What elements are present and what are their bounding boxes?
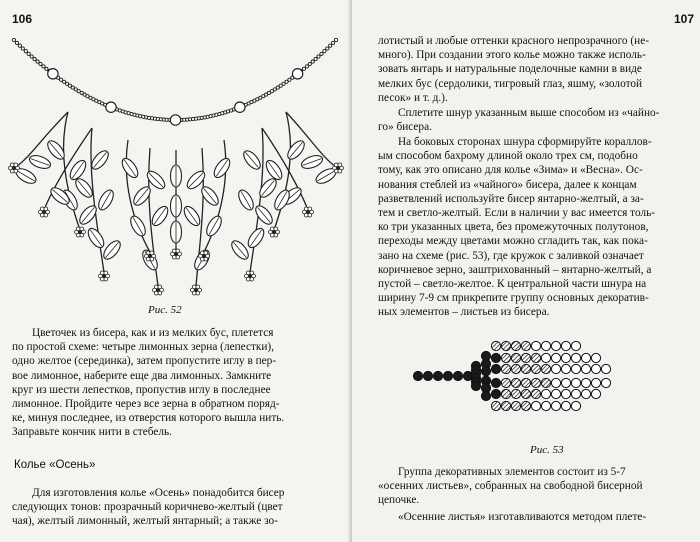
bead-amber (491, 401, 500, 410)
bead-light (531, 341, 540, 350)
bead-light (591, 364, 600, 373)
bead-light (561, 378, 570, 387)
flower-petal (176, 249, 180, 253)
leaf (128, 214, 149, 239)
flower-center (148, 254, 151, 257)
cord-bead (27, 52, 30, 55)
bead-amber (521, 364, 530, 373)
right-paragraph-2 (378, 106, 696, 134)
bead-brown (491, 378, 500, 387)
cord-bead (302, 67, 305, 70)
flower-petal (158, 285, 162, 289)
text-line: лотистый и любые оттенки красного непрозрачного (не- (378, 35, 649, 47)
text-line: Цветочек из бисера, как и из мелких бус, плетется (32, 327, 274, 339)
bead-amber (511, 401, 520, 410)
bead-brown (481, 391, 490, 400)
left-page-number: 106 (12, 12, 33, 26)
flower-center (156, 288, 159, 291)
large-cord-bead (292, 69, 302, 79)
flower (245, 271, 256, 281)
bead-light (551, 364, 560, 373)
text-line: нования стеблей из «чайного» бисера, далее к концам (378, 178, 637, 191)
cord-bead (15, 41, 18, 44)
text-line: разветвлений используйте бисер янтарно-желтый, а за- (378, 192, 644, 205)
bead-amber (541, 364, 550, 373)
cord-bead (62, 80, 65, 83)
text-line: тому, как это описано для колье «Зима» и «Весна». Ос- (378, 164, 643, 177)
flower (99, 271, 110, 281)
text-line: Заправьте кончик нити в стебель. (12, 426, 172, 439)
bead-light (581, 364, 590, 373)
right-paragraph-1 (378, 34, 696, 105)
flower-center (336, 166, 339, 169)
bead-light (541, 389, 550, 398)
cord-bead (323, 50, 326, 53)
bead-amber (501, 353, 510, 362)
cord-bead (30, 55, 33, 58)
text-line: чая), желтый лимонный, желтый янтарный; а также зо- (12, 515, 278, 528)
leaf (171, 165, 182, 187)
flower-center (272, 230, 275, 233)
bead-amber (511, 389, 520, 398)
flower (199, 251, 210, 261)
right-page (352, 0, 700, 542)
flower (171, 249, 182, 259)
text-line: по простой схеме: четыре лимонных зерна (лепестки), (12, 341, 275, 354)
bead-light (591, 353, 600, 362)
flower-center (248, 274, 251, 277)
bead-amber (501, 378, 510, 387)
text-line: Для изготовления колье «Осень» понадобится бисер (32, 487, 285, 499)
text-line: «Осенние листья» изготавливаются методом плете- (398, 511, 647, 523)
bead-brown (491, 353, 500, 362)
flower-center (12, 166, 15, 169)
cord-bead (18, 44, 21, 47)
cord-bead (320, 52, 323, 55)
flower (75, 227, 86, 237)
text-line: много). При создании этого колье можно также исполь- (378, 49, 646, 62)
flower-petal (14, 163, 18, 167)
left-paragraph-osen (12, 486, 344, 529)
cord-bead (314, 58, 317, 61)
bead-light (531, 401, 540, 410)
flower-petal (104, 271, 108, 275)
cord-bead (308, 62, 311, 65)
figure-53-caption: Рис. 53 (530, 444, 564, 456)
cord-bead (326, 47, 329, 50)
bead-scheme-beads (413, 341, 610, 410)
flower-center (102, 274, 105, 277)
flower (333, 163, 344, 173)
flower-petal (44, 207, 48, 211)
text-line: «осенних листьев», собранных на свободной бисерной (378, 480, 643, 493)
bead-amber (491, 341, 500, 350)
leaf (300, 153, 324, 171)
text-line: мелких бус (сердолики, тигровый глаз, яшму, «золотой (378, 77, 643, 90)
bead-amber (501, 389, 510, 398)
bead-amber (521, 378, 530, 387)
right-paragraph-4 (378, 465, 696, 508)
flower-petal (204, 251, 208, 255)
text-line: пустой – светло-желтое. К центральной части шнура на (378, 277, 647, 290)
leaf (28, 153, 52, 171)
right-page-number: 107 (673, 12, 694, 26)
text-line: круг из шести лепестков, пропустив иглу в последнее (12, 383, 271, 396)
text-line: одно желтое (серединка), затем пропустите иглу в пер- (12, 355, 277, 368)
bead-light (551, 378, 560, 387)
bead-amber (531, 364, 540, 373)
large-cord-bead (48, 69, 58, 79)
bead-light (571, 364, 580, 373)
necklace-illustration (0, 0, 352, 300)
bead-amber (521, 353, 530, 362)
cord-bead (24, 50, 27, 53)
flower (39, 207, 50, 217)
flower-petal (338, 163, 342, 167)
flower (9, 163, 20, 173)
bead-light (551, 341, 560, 350)
cord-bead (334, 38, 337, 41)
bead-light (581, 389, 590, 398)
cord-bead (42, 65, 45, 68)
bead-amber (521, 341, 530, 350)
right-paragraph-3 (378, 135, 696, 319)
cord-bead (39, 62, 42, 65)
bead-scheme-illustration (352, 326, 700, 446)
flower-center (202, 254, 205, 257)
bead-light (541, 341, 550, 350)
bead-brown (481, 367, 490, 376)
text-line: ширину 7-9 см прикрепите группу основных декоратив- (378, 292, 649, 305)
cord-bead (12, 38, 15, 41)
bead-light (571, 341, 580, 350)
bead-brown (423, 371, 432, 380)
bead-amber (511, 353, 520, 362)
bead-light (601, 364, 610, 373)
leaf (241, 148, 264, 172)
bead-amber (531, 389, 540, 398)
large-cord-bead (235, 102, 245, 112)
bead-brown (443, 371, 452, 380)
bead-amber (501, 401, 510, 410)
bead-light (551, 401, 560, 410)
bead-light (601, 378, 610, 387)
cord-bead (305, 65, 308, 68)
leaf (236, 188, 257, 213)
text-line: песок» и т. д.). (378, 91, 448, 104)
text-line: ке, минуя последнее, из отверстия которого вышла нить. (12, 412, 285, 425)
flower (303, 207, 314, 217)
leaf (149, 204, 171, 228)
flower-center (78, 230, 81, 233)
text-line: зано на схеме (рис. 53), где кружок с заливкой означает (378, 249, 644, 262)
cord-bead (33, 58, 36, 61)
left-paragraph-flower (12, 326, 344, 440)
text-line: ных элементов – листьев из бисера. (378, 306, 550, 319)
bead-light (591, 378, 600, 387)
leaf (171, 195, 182, 217)
flower (191, 285, 202, 295)
bead-light (561, 389, 570, 398)
bead-brown (491, 389, 500, 398)
bead-light (571, 353, 580, 362)
leaf (119, 156, 141, 180)
bead-amber (531, 353, 540, 362)
flower-petal (150, 251, 154, 255)
text-line: цепочке. (378, 494, 420, 507)
bead-amber (501, 364, 510, 373)
leaf (89, 148, 112, 172)
text-line: лимонное. Пройдите через все зерна в обратном поряд- (12, 397, 280, 410)
bead-brown (453, 371, 462, 380)
flower-center (42, 210, 45, 213)
flower-center (194, 288, 197, 291)
bead-light (551, 353, 560, 362)
text-line: тем и светло-желтый. Если в наличии у вас имеется толь- (378, 206, 656, 219)
bead-light (541, 353, 550, 362)
section-heading-osen: Колье «Осень» (14, 459, 96, 471)
leaf (211, 156, 233, 180)
bead-light (571, 401, 580, 410)
cord-bead (36, 60, 39, 63)
bead-light (581, 378, 590, 387)
text-line: На боковых сторонах шнура сформируйте кораллов- (398, 136, 652, 148)
bead-light (571, 389, 580, 398)
flower-center (306, 210, 309, 213)
bead-amber (511, 378, 520, 387)
text-line: следующих тонов: прозрачный коричнево-желтый (цвет (12, 501, 283, 514)
bead-amber (511, 364, 520, 373)
text-line: ым способом бахрому длиной около трех см, подобно (378, 150, 638, 163)
flower-petal (308, 207, 312, 211)
flower-petal (274, 227, 278, 231)
flower (145, 251, 156, 261)
flower-petal (250, 271, 254, 275)
large-cord-bead (170, 115, 180, 125)
bead-light (551, 389, 560, 398)
leaf (253, 203, 276, 227)
bead-light (591, 389, 600, 398)
text-line: зовать янтарь и натуральные поделочные камни в виде (378, 63, 642, 76)
bead-light (581, 353, 590, 362)
bead-amber (531, 378, 540, 387)
cord-bead (21, 47, 24, 50)
cord-bead (45, 67, 48, 70)
leaf (199, 184, 222, 208)
bead-amber (521, 401, 530, 410)
bead-amber (541, 378, 550, 387)
bead-light (541, 401, 550, 410)
flower (269, 227, 280, 237)
bead-brown (433, 371, 442, 380)
bead-brown (491, 364, 500, 373)
flower (153, 285, 164, 295)
cord-bead (317, 55, 320, 58)
text-line: коричневое зерно, заштрихованный – янтарно-желтый, а (378, 263, 652, 276)
large-cord-bead (106, 102, 116, 112)
leaf (171, 221, 182, 243)
leaf (285, 138, 308, 162)
flower-petal (196, 285, 200, 289)
bead-light (561, 341, 570, 350)
necklace-cord-beads (12, 38, 337, 121)
text-line: переходы между цветами можно сгладить так, как пока- (378, 235, 648, 248)
bead-amber (501, 341, 510, 350)
cord-bead (332, 41, 335, 44)
leaf (85, 226, 107, 250)
cord-bead (311, 60, 314, 63)
flower-center (174, 252, 177, 255)
text-line: ко три указанных цвета, без промежуточных полутонов, (378, 221, 649, 234)
bead-light (561, 401, 570, 410)
flower-petal (80, 227, 84, 231)
leaf (181, 204, 203, 228)
leaf (96, 188, 117, 213)
bead-light (561, 353, 570, 362)
cord-bead (329, 44, 332, 47)
figure-52-caption: Рис. 52 (148, 304, 182, 316)
text-line: Группа декоративных элементов состоит из 5-7 (398, 466, 626, 478)
bead-light (571, 378, 580, 387)
text-line: вое лимонное, наберите еще два лимонных. Замкните (12, 369, 272, 382)
bead-brown (471, 381, 480, 390)
leaf (204, 214, 225, 239)
bead-light (561, 364, 570, 373)
text-line: Сплетите шнур указанным выше способом из «чайно- (398, 107, 660, 119)
right-paragraph-5 (378, 510, 696, 524)
text-line: го» бисера. (378, 121, 432, 134)
bead-amber (511, 341, 520, 350)
bead-brown (413, 371, 422, 380)
bead-amber (521, 389, 530, 398)
